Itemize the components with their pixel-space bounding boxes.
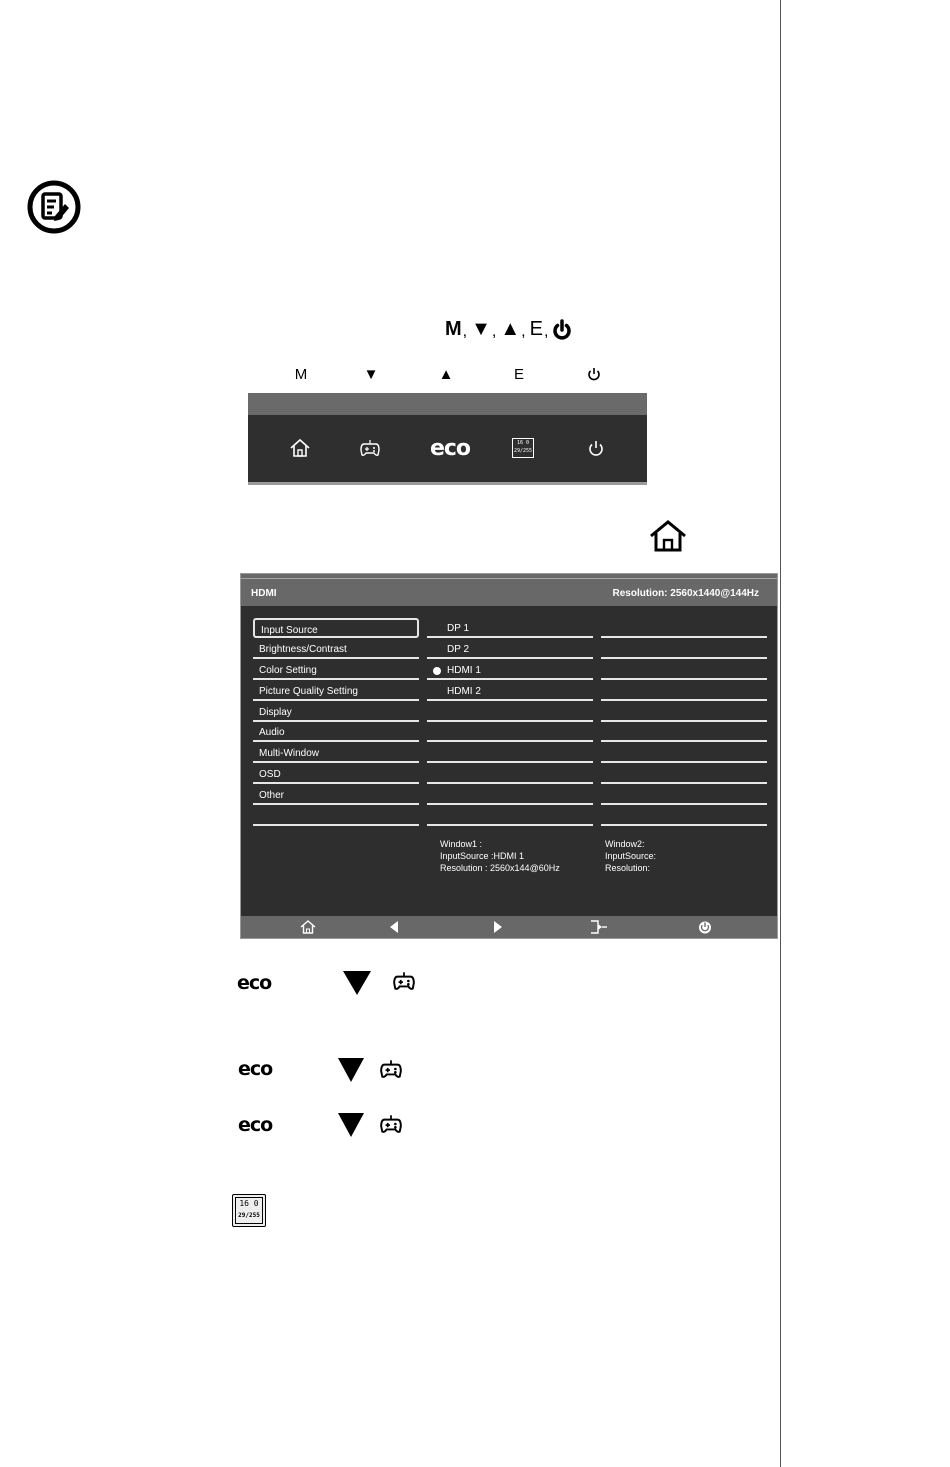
- column-divider: [601, 657, 767, 659]
- menu-item-input-source[interactable]: Input Source: [253, 618, 419, 638]
- triangle-down-icon: [338, 1113, 364, 1137]
- page-margin-line: [780, 0, 781, 1467]
- osd-exit-button[interactable]: [589, 919, 609, 935]
- eco-icon: eco: [429, 435, 471, 461]
- gamepad-icon: [379, 1113, 403, 1135]
- triangle-down-icon: [338, 1058, 364, 1082]
- panel-info-button[interactable]: [512, 435, 534, 461]
- home-icon: [300, 920, 316, 934]
- window1-info: Window1 : InputSource :HDMI 1 Resolution : 2560x144@60Hz: [440, 839, 560, 873]
- key-label-up: ▲: [438, 366, 454, 383]
- osd-footer: [241, 916, 777, 938]
- eco-icon: eco: [238, 1114, 273, 1136]
- column-divider: [601, 824, 767, 826]
- panel-home-button[interactable]: [288, 435, 312, 461]
- osd-left-button[interactable]: [389, 919, 399, 935]
- key-label-e: E: [513, 366, 524, 383]
- button-panel: [248, 393, 647, 485]
- column-divider: [601, 720, 767, 722]
- menu-item-audio[interactable]: Audio: [253, 722, 419, 742]
- gamepad-icon: [392, 970, 416, 992]
- column-divider: [601, 803, 767, 805]
- column-divider: [601, 740, 767, 742]
- triangle-down-icon: [343, 971, 371, 995]
- menu-item-other[interactable]: Other: [253, 785, 419, 805]
- option-empty: [427, 764, 593, 784]
- exit-icon: [590, 920, 608, 934]
- column-divider: [601, 761, 767, 763]
- seq-key-down: ▼: [471, 318, 491, 340]
- option-dp1[interactable]: DP 1: [427, 618, 593, 638]
- menu-item-picture-quality[interactable]: Picture Quality Setting: [253, 681, 419, 701]
- option-hdmi1[interactable]: HDMI 1: [427, 660, 593, 680]
- option-empty: [427, 806, 593, 826]
- display-info-icon: 16 0 29/255: [232, 1194, 266, 1227]
- osd-home-button[interactable]: [299, 919, 317, 935]
- panel-game-button[interactable]: [358, 435, 382, 461]
- gamepad-icon: [359, 438, 381, 458]
- triangle-right-icon: [494, 921, 502, 933]
- panel-power-button[interactable]: [586, 435, 606, 461]
- seq-key-up: ▲: [500, 318, 521, 340]
- column-divider: [601, 699, 767, 701]
- menu-item-osd[interactable]: OSD: [253, 764, 419, 784]
- triangle-left-icon: [390, 921, 398, 933]
- window2-info: Window2: InputSource: Resolution:: [605, 839, 657, 873]
- power-icon: [698, 920, 712, 934]
- key-label-m: M: [294, 366, 308, 383]
- option-empty: [427, 743, 593, 763]
- option-empty: [427, 785, 593, 805]
- eco-icon: eco: [237, 972, 272, 994]
- menu-item-multi-window[interactable]: Multi-Window: [253, 743, 419, 763]
- seq-power-icon: [552, 319, 572, 341]
- osd-resolution: Resolution: 2560x1440@144Hz: [612, 588, 759, 599]
- menu-item-display[interactable]: Display: [253, 702, 419, 722]
- display-info-icon: 16 0 29/255: [512, 438, 534, 458]
- option-empty: [427, 722, 593, 742]
- seq-key-m: M: [445, 318, 462, 340]
- key-sequence: M , ▼ , ▲ , E ,: [445, 318, 572, 341]
- eco-icon: eco: [238, 1058, 273, 1080]
- column-divider: [601, 636, 767, 638]
- osd-menu: [240, 573, 778, 939]
- selected-dot-icon: [433, 667, 441, 675]
- key-label-down: ▼: [363, 366, 379, 383]
- column-divider: [601, 782, 767, 784]
- panel-eco-button[interactable]: [428, 435, 472, 461]
- menu-item-brightness-contrast[interactable]: Brightness/Contrast: [253, 639, 419, 659]
- option-dp2[interactable]: DP 2: [427, 639, 593, 659]
- menu-item-color-setting[interactable]: Color Setting: [253, 660, 419, 680]
- power-icon: [587, 439, 605, 457]
- menu-item-empty: [253, 806, 419, 826]
- osd-power-button[interactable]: [697, 919, 713, 935]
- home-icon: [648, 519, 688, 553]
- osd-title: HDMI: [251, 588, 277, 599]
- key-label-power-icon: [586, 366, 602, 382]
- osd-header: [241, 574, 777, 606]
- osd-right-button[interactable]: [493, 919, 503, 935]
- note-icon: [27, 180, 81, 234]
- option-hdmi2[interactable]: HDMI 2: [427, 681, 593, 701]
- home-icon: [289, 438, 311, 458]
- gamepad-icon: [379, 1058, 403, 1080]
- option-empty: [427, 702, 593, 722]
- seq-key-e: E: [529, 318, 543, 340]
- column-divider: [601, 678, 767, 680]
